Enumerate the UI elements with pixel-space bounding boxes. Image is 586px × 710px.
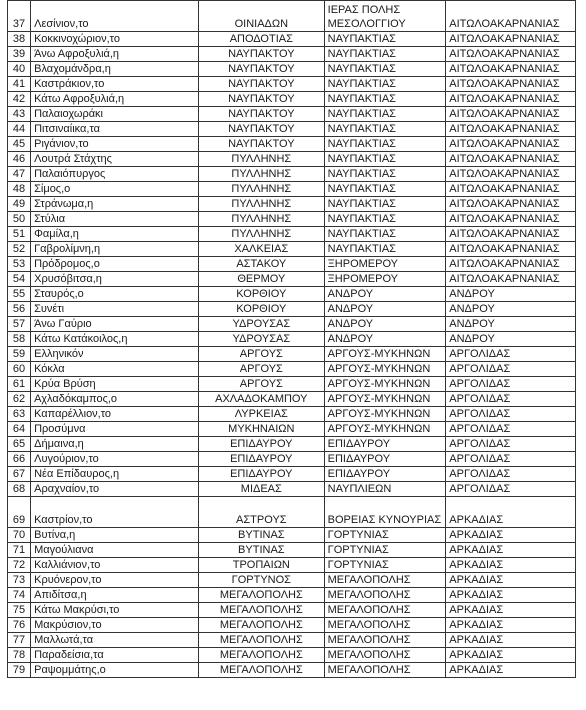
- settlement-name-cell: Άνω Αφροξυλιά,η: [31, 47, 199, 62]
- table-row: [8, 407, 576, 422]
- municipal-unit-cell: ΜΕΓΑΛΟΠΟΛΗΣ: [324, 618, 446, 633]
- prefecture-cell: ΑΙΤΩΛΟΑΚΑΡΝΑΝΙΑΣ: [446, 122, 576, 137]
- row-number-cell: 55: [8, 287, 31, 302]
- settlement-name-cell: Κοκκινοχώριον,το: [31, 32, 199, 47]
- prefecture-cell: ΑΝΔΡΟΥ: [446, 317, 576, 332]
- settlement-name-cell: Παλαιόπυργος: [31, 167, 199, 182]
- prefecture-cell: ΑΡΓΟΛΙΔΑΣ: [446, 437, 576, 452]
- prefecture-cell: ΑΡΓΟΛΙΔΑΣ: [446, 467, 576, 482]
- settlement-name-cell: Κάτω Κατάκοιλος,η: [31, 332, 199, 347]
- row-number-cell: 64: [8, 422, 31, 437]
- municipality-cell: ΝΑΥΠΑΚΤΟΥ: [198, 107, 324, 122]
- prefecture-cell: ΑΙΤΩΛΟΑΚΑΡΝΑΝΙΑΣ: [446, 167, 576, 182]
- municipality-cell: ΜΙΔΕΑΣ: [198, 482, 324, 497]
- table-row: [8, 633, 576, 648]
- settlement-name-cell: Νέα Επίδαυρος,η: [31, 467, 199, 482]
- settlement-name-cell: Παραδείσια,τα: [31, 648, 199, 663]
- municipality-cell: ΝΑΥΠΑΚΤΟΥ: [198, 122, 324, 137]
- table-row: [8, 543, 576, 558]
- prefecture-cell: ΑΡΓΟΛΙΔΑΣ: [446, 482, 576, 497]
- prefecture-cell: ΑΡΓΟΛΙΔΑΣ: [446, 407, 576, 422]
- municipality-cell: ΑΡΓΟΥΣ: [198, 377, 324, 392]
- table-row: [8, 77, 576, 92]
- settlement-name-cell: Λυγούριον,το: [31, 452, 199, 467]
- table-row: [8, 618, 576, 633]
- row-number-cell: 50: [8, 212, 31, 227]
- municipal-unit-cell: ΝΑΥΠΑΚΤΙΑΣ: [324, 62, 446, 77]
- prefecture-cell: ΑΙΤΩΛΟΑΚΑΡΝΑΝΙΑΣ: [446, 152, 576, 167]
- document-page: [7, 0, 576, 678]
- municipal-unit-cell: ΜΕΓΑΛΟΠΟΛΗΣ: [324, 588, 446, 603]
- municipality-cell: ΜΕΓΑΛΟΠΟΛΗΣ: [198, 603, 324, 618]
- table-row: [8, 287, 576, 302]
- row-number-cell: 49: [8, 197, 31, 212]
- municipality-cell: ΥΔΡΟΥΣΑΣ: [198, 332, 324, 347]
- municipality-cell: ΑΡΓΟΥΣ: [198, 362, 324, 377]
- prefecture-cell: ΑΡΓΟΛΙΔΑΣ: [446, 377, 576, 392]
- municipality-cell: ΕΠΙΔΑΥΡΟΥ: [198, 437, 324, 452]
- municipality-cell: ΥΔΡΟΥΣΑΣ: [198, 317, 324, 332]
- prefecture-cell: ΑΡΚΑΔΙΑΣ: [446, 663, 576, 678]
- municipality-cell: ΜΕΓΑΛΟΠΟΛΗΣ: [198, 648, 324, 663]
- settlement-name-cell: Πρόδρομος,ο: [31, 257, 199, 272]
- table-row: [8, 558, 576, 573]
- settlement-name-cell: Χρυσόβιτσα,η: [31, 272, 199, 287]
- prefecture-cell: ΑΡΓΟΛΙΔΑΣ: [446, 362, 576, 377]
- municipality-cell: ΜΕΓΑΛΟΠΟΛΗΣ: [198, 618, 324, 633]
- municipal-unit-cell: ΑΝΔΡΟΥ: [324, 287, 446, 302]
- table-row: [8, 422, 576, 437]
- settlement-name-cell: Λεσίνιον,το: [31, 1, 199, 32]
- municipality-cell: ΛΥΡΚΕΙΑΣ: [198, 407, 324, 422]
- municipality-cell: ΜΥΚΗΝΑΙΩΝ: [198, 422, 324, 437]
- row-number-cell: 56: [8, 302, 31, 317]
- settlement-name-cell: Μαγούλιανα: [31, 543, 199, 558]
- settlement-name-cell: Ραψομμάτης,ο: [31, 663, 199, 678]
- prefecture-cell: ΑΙΤΩΛΟΑΚΑΡΝΑΝΙΑΣ: [446, 77, 576, 92]
- row-number-cell: 75: [8, 603, 31, 618]
- municipal-unit-cell: ΑΡΓΟΥΣ-ΜΥΚΗΝΩΝ: [324, 362, 446, 377]
- settlement-name-cell: Σταυρός,ο: [31, 287, 199, 302]
- municipal-unit-cell: ΝΑΥΠΑΚΤΙΑΣ: [324, 152, 446, 167]
- prefecture-cell: ΑΙΤΩΛΟΑΚΑΡΝΑΝΙΑΣ: [446, 92, 576, 107]
- settlement-name-cell: Μαλλωτά,τα: [31, 633, 199, 648]
- table-row: [8, 137, 576, 152]
- row-number-cell: 44: [8, 122, 31, 137]
- municipality-cell: ΕΠΙΔΑΥΡΟΥ: [198, 452, 324, 467]
- table-body: [8, 1, 576, 678]
- table-row: [8, 212, 576, 227]
- municipal-unit-cell: ΜΕΓΑΛΟΠΟΛΗΣ: [324, 573, 446, 588]
- prefecture-cell: ΑΝΔΡΟΥ: [446, 287, 576, 302]
- table-row: [8, 332, 576, 347]
- table-row: [8, 437, 576, 452]
- prefecture-cell: ΑΡΚΑΔΙΑΣ: [446, 528, 576, 543]
- municipal-unit-cell: ΞΗΡΟΜΕΡΟΥ: [324, 257, 446, 272]
- municipality-cell: ΜΕΓΑΛΟΠΟΛΗΣ: [198, 633, 324, 648]
- municipal-unit-cell: ΑΡΓΟΥΣ-ΜΥΚΗΝΩΝ: [324, 422, 446, 437]
- table-row: [8, 663, 576, 678]
- prefecture-cell: ΑΙΤΩΛΟΑΚΑΡΝΑΝΙΑΣ: [446, 62, 576, 77]
- settlements-table: [7, 0, 576, 678]
- municipal-unit-cell: ΝΑΥΠΛΙΕΩΝ: [324, 482, 446, 497]
- table-row: [8, 603, 576, 618]
- prefecture-cell: ΑΙΤΩΛΟΑΚΑΡΝΑΝΙΑΣ: [446, 227, 576, 242]
- municipality-cell: ΝΑΥΠΑΚΤΟΥ: [198, 47, 324, 62]
- row-number-cell: 78: [8, 648, 31, 663]
- row-number-cell: 74: [8, 588, 31, 603]
- table-row: [8, 122, 576, 137]
- table-row: [8, 92, 576, 107]
- municipality-cell: ΑΡΓΟΥΣ: [198, 347, 324, 362]
- prefecture-cell: ΑΡΚΑΔΙΑΣ: [446, 633, 576, 648]
- prefecture-cell: ΑΡΚΑΔΙΑΣ: [446, 618, 576, 633]
- municipal-unit-cell: ΞΗΡΟΜΕΡΟΥ: [324, 272, 446, 287]
- municipal-unit-cell: ΙΕΡΑΣ ΠΟΛΗΣ ΜΕΣΟΛΟΓΓΙΟΥ: [324, 1, 446, 32]
- settlement-name-cell: Πιτσιναίικα,τα: [31, 122, 199, 137]
- municipal-unit-cell: ΝΑΥΠΑΚΤΙΑΣ: [324, 182, 446, 197]
- municipal-unit-cell: ΝΑΥΠΑΚΤΙΑΣ: [324, 137, 446, 152]
- table-row: [8, 482, 576, 497]
- row-number-cell: 42: [8, 92, 31, 107]
- table-row: [8, 272, 576, 287]
- row-number-cell: 43: [8, 107, 31, 122]
- row-number-cell: 70: [8, 528, 31, 543]
- municipal-unit-cell: ΑΝΔΡΟΥ: [324, 302, 446, 317]
- municipality-cell: ΝΑΥΠΑΚΤΟΥ: [198, 77, 324, 92]
- row-number-cell: 48: [8, 182, 31, 197]
- municipality-cell: ΝΑΥΠΑΚΤΟΥ: [198, 62, 324, 77]
- municipal-unit-cell: ΓΟΡΤΥΝΙΑΣ: [324, 558, 446, 573]
- row-number-cell: 69: [8, 497, 31, 528]
- row-number-cell: 45: [8, 137, 31, 152]
- row-number-cell: 63: [8, 407, 31, 422]
- row-number-cell: 57: [8, 317, 31, 332]
- municipal-unit-cell: ΝΑΥΠΑΚΤΙΑΣ: [324, 92, 446, 107]
- municipal-unit-cell: ΜΕΓΑΛΟΠΟΛΗΣ: [324, 633, 446, 648]
- prefecture-cell: ΑΙΤΩΛΟΑΚΑΡΝΑΝΙΑΣ: [446, 1, 576, 32]
- settlement-name-cell: Κάτω Μακρύσι,το: [31, 603, 199, 618]
- table-row: [8, 528, 576, 543]
- row-number-cell: 79: [8, 663, 31, 678]
- row-number-cell: 37: [8, 1, 31, 32]
- row-number-cell: 66: [8, 452, 31, 467]
- municipal-unit-cell: ΕΠΙΔΑΥΡΟΥ: [324, 467, 446, 482]
- row-number-cell: 41: [8, 77, 31, 92]
- prefecture-cell: ΑΝΔΡΟΥ: [446, 332, 576, 347]
- settlement-name-cell: Παλαιοχωράκι: [31, 107, 199, 122]
- table-row: [8, 227, 576, 242]
- municipality-cell: ΜΕΓΑΛΟΠΟΛΗΣ: [198, 663, 324, 678]
- municipality-cell: ΧΑΛΚΕΙΑΣ: [198, 242, 324, 257]
- table-row: [8, 107, 576, 122]
- prefecture-cell: ΑΡΓΟΛΙΔΑΣ: [446, 452, 576, 467]
- row-number-cell: 65: [8, 437, 31, 452]
- settlement-name-cell: Βυτίνα,η: [31, 528, 199, 543]
- municipal-unit-cell: ΑΡΓΟΥΣ-ΜΥΚΗΝΩΝ: [324, 377, 446, 392]
- settlement-name-cell: Κάτω Αφροξυλιά,η: [31, 92, 199, 107]
- municipality-cell: ΠΥΛΛΗΝΗΣ: [198, 167, 324, 182]
- table-row: [8, 467, 576, 482]
- row-number-cell: 67: [8, 467, 31, 482]
- municipality-cell: ΓΟΡΤΥΝΟΣ: [198, 573, 324, 588]
- settlement-name-cell: Μακρύσιον,το: [31, 618, 199, 633]
- municipal-unit-cell: ΝΑΥΠΑΚΤΙΑΣ: [324, 77, 446, 92]
- prefecture-cell: ΑΙΤΩΛΟΑΚΑΡΝΑΝΙΑΣ: [446, 197, 576, 212]
- municipal-unit-cell: ΜΕΓΑΛΟΠΟΛΗΣ: [324, 603, 446, 618]
- municipal-unit-cell: ΝΑΥΠΑΚΤΙΑΣ: [324, 32, 446, 47]
- municipality-cell: ΜΕΓΑΛΟΠΟΛΗΣ: [198, 588, 324, 603]
- municipal-unit-cell: ΝΑΥΠΑΚΤΙΑΣ: [324, 227, 446, 242]
- table-row: [8, 167, 576, 182]
- municipal-unit-cell: ΑΡΓΟΥΣ-ΜΥΚΗΝΩΝ: [324, 347, 446, 362]
- prefecture-cell: ΑΡΓΟΛΙΔΑΣ: [446, 347, 576, 362]
- settlement-name-cell: Στράνωμα,η: [31, 197, 199, 212]
- municipal-unit-cell: ΜΕΓΑΛΟΠΟΛΗΣ: [324, 663, 446, 678]
- table-row: [8, 392, 576, 407]
- table-row: [8, 452, 576, 467]
- table-row: [8, 257, 576, 272]
- prefecture-cell: ΑΡΚΑΔΙΑΣ: [446, 573, 576, 588]
- table-row: [8, 573, 576, 588]
- row-number-cell: 51: [8, 227, 31, 242]
- settlement-name-cell: Ελληνικόν: [31, 347, 199, 362]
- row-number-cell: 46: [8, 152, 31, 167]
- settlement-name-cell: Λουτρά Στάχτης: [31, 152, 199, 167]
- row-number-cell: 68: [8, 482, 31, 497]
- municipality-cell: ΠΥΛΛΗΝΗΣ: [198, 182, 324, 197]
- municipal-unit-cell: ΕΠΙΔΑΥΡΟΥ: [324, 452, 446, 467]
- municipality-cell: ΠΥΛΛΗΝΗΣ: [198, 197, 324, 212]
- row-number-cell: 47: [8, 167, 31, 182]
- municipal-unit-cell: ΜΕΓΑΛΟΠΟΛΗΣ: [324, 648, 446, 663]
- municipality-cell: ΑΣΤΑΚΟΥ: [198, 257, 324, 272]
- prefecture-cell: ΑΡΚΑΔΙΑΣ: [446, 497, 576, 528]
- settlement-name-cell: Δήμαινα,η: [31, 437, 199, 452]
- municipality-cell: ΤΡΟΠΑΙΩΝ: [198, 558, 324, 573]
- settlement-name-cell: Συνέτι: [31, 302, 199, 317]
- settlement-name-cell: Ριγάνιον,το: [31, 137, 199, 152]
- municipality-cell: ΑΧΛΑΔΟΚΑΜΠΟΥ: [198, 392, 324, 407]
- table-row: [8, 1, 576, 32]
- table-row: [8, 317, 576, 332]
- municipality-cell: ΝΑΥΠΑΚΤΟΥ: [198, 137, 324, 152]
- municipality-cell: ΒΥΤΙΝΑΣ: [198, 543, 324, 558]
- municipal-unit-cell: ΝΑΥΠΑΚΤΙΑΣ: [324, 242, 446, 257]
- settlement-name-cell: Κόκλα: [31, 362, 199, 377]
- row-number-cell: 59: [8, 347, 31, 362]
- municipal-unit-cell: ΒΟΡΕΙΑΣ ΚΥΝΟΥΡΙΑΣ: [324, 497, 446, 528]
- prefecture-cell: ΑΙΤΩΛΟΑΚΑΡΝΑΝΙΑΣ: [446, 47, 576, 62]
- prefecture-cell: ΑΙΤΩΛΟΑΚΑΡΝΑΝΙΑΣ: [446, 137, 576, 152]
- municipal-unit-cell: ΝΑΥΠΑΚΤΙΑΣ: [324, 212, 446, 227]
- municipality-cell: ΑΣΤΡΟΥΣ: [198, 497, 324, 528]
- municipality-cell: ΟΙΝΙΑΔΩΝ: [198, 1, 324, 32]
- settlement-name-cell: Κρυόνερον,το: [31, 573, 199, 588]
- row-number-cell: 40: [8, 62, 31, 77]
- row-number-cell: 73: [8, 573, 31, 588]
- row-number-cell: 71: [8, 543, 31, 558]
- municipal-unit-cell: ΑΝΔΡΟΥ: [324, 317, 446, 332]
- prefecture-cell: ΑΡΓΟΛΙΔΑΣ: [446, 422, 576, 437]
- municipality-cell: ΚΟΡΘΙΟΥ: [198, 302, 324, 317]
- row-number-cell: 38: [8, 32, 31, 47]
- row-number-cell: 72: [8, 558, 31, 573]
- municipal-unit-cell: ΑΡΓΟΥΣ-ΜΥΚΗΝΩΝ: [324, 407, 446, 422]
- municipality-cell: ΠΥΛΛΗΝΗΣ: [198, 212, 324, 227]
- settlement-name-cell: Γαβρολίμνη,η: [31, 242, 199, 257]
- municipality-cell: ΠΥΛΛΗΝΗΣ: [198, 227, 324, 242]
- row-number-cell: 52: [8, 242, 31, 257]
- prefecture-cell: ΑΙΤΩΛΟΑΚΑΡΝΑΝΙΑΣ: [446, 257, 576, 272]
- table-row: [8, 47, 576, 62]
- table-row: [8, 62, 576, 77]
- municipal-unit-cell: ΝΑΥΠΑΚΤΙΑΣ: [324, 167, 446, 182]
- prefecture-cell: ΑΙΤΩΛΟΑΚΑΡΝΑΝΙΑΣ: [446, 107, 576, 122]
- municipal-unit-cell: ΓΟΡΤΥΝΙΑΣ: [324, 528, 446, 543]
- table-row: [8, 497, 576, 528]
- municipal-unit-cell: ΕΠΙΔΑΥΡΟΥ: [324, 437, 446, 452]
- settlement-name-cell: Άνω Γαύριο: [31, 317, 199, 332]
- table-row: [8, 362, 576, 377]
- municipality-cell: ΚΟΡΘΙΟΥ: [198, 287, 324, 302]
- table-row: [8, 302, 576, 317]
- row-number-cell: 61: [8, 377, 31, 392]
- table-row: [8, 648, 576, 663]
- prefecture-cell: ΑΙΤΩΛΟΑΚΑΡΝΑΝΙΑΣ: [446, 272, 576, 287]
- settlement-name-cell: Καλλιάνιον,το: [31, 558, 199, 573]
- municipal-unit-cell: ΝΑΥΠΑΚΤΙΑΣ: [324, 47, 446, 62]
- row-number-cell: 77: [8, 633, 31, 648]
- settlement-name-cell: Κρύα Βρύση: [31, 377, 199, 392]
- table-row: [8, 152, 576, 167]
- prefecture-cell: ΑΡΓΟΛΙΔΑΣ: [446, 392, 576, 407]
- prefecture-cell: ΑΝΔΡΟΥ: [446, 302, 576, 317]
- prefecture-cell: ΑΙΤΩΛΟΑΚΑΡΝΑΝΙΑΣ: [446, 212, 576, 227]
- prefecture-cell: ΑΙΤΩΛΟΑΚΑΡΝΑΝΙΑΣ: [446, 32, 576, 47]
- municipality-cell: ΑΠΟΔΟΤΙΑΣ: [198, 32, 324, 47]
- prefecture-cell: ΑΡΚΑΔΙΑΣ: [446, 588, 576, 603]
- table-row: [8, 182, 576, 197]
- settlement-name-cell: Προσύμνα: [31, 422, 199, 437]
- settlement-name-cell: Απιδίτσα,η: [31, 588, 199, 603]
- settlement-name-cell: Καπαρέλλιον,το: [31, 407, 199, 422]
- row-number-cell: 53: [8, 257, 31, 272]
- settlement-name-cell: Φαμίλα,η: [31, 227, 199, 242]
- table-row: [8, 377, 576, 392]
- table-row: [8, 197, 576, 212]
- settlement-name-cell: Αραχναίον,το: [31, 482, 199, 497]
- municipality-cell: ΘΕΡΜΟΥ: [198, 272, 324, 287]
- prefecture-cell: ΑΡΚΑΔΙΑΣ: [446, 543, 576, 558]
- municipality-cell: ΕΠΙΔΑΥΡΟΥ: [198, 467, 324, 482]
- prefecture-cell: ΑΡΚΑΔΙΑΣ: [446, 648, 576, 663]
- municipal-unit-cell: ΝΑΥΠΑΚΤΙΑΣ: [324, 107, 446, 122]
- municipal-unit-cell: ΝΑΥΠΑΚΤΙΑΣ: [324, 122, 446, 137]
- municipal-unit-cell: ΝΑΥΠΑΚΤΙΑΣ: [324, 197, 446, 212]
- row-number-cell: 58: [8, 332, 31, 347]
- table-row: [8, 588, 576, 603]
- table-row: [8, 32, 576, 47]
- row-number-cell: 60: [8, 362, 31, 377]
- settlement-name-cell: Αχλαδόκαμπος,ο: [31, 392, 199, 407]
- settlement-name-cell: Βλαχομάνδρα,η: [31, 62, 199, 77]
- table-row: [8, 347, 576, 362]
- settlement-name-cell: Καστρίον,το: [31, 497, 199, 528]
- prefecture-cell: ΑΙΤΩΛΟΑΚΑΡΝΑΝΙΑΣ: [446, 242, 576, 257]
- prefecture-cell: ΑΡΚΑΔΙΑΣ: [446, 558, 576, 573]
- prefecture-cell: ΑΡΚΑΔΙΑΣ: [446, 603, 576, 618]
- municipal-unit-cell: ΑΝΔΡΟΥ: [324, 332, 446, 347]
- municipality-cell: ΠΥΛΛΗΝΗΣ: [198, 152, 324, 167]
- settlement-name-cell: Στύλια: [31, 212, 199, 227]
- row-number-cell: 54: [8, 272, 31, 287]
- row-number-cell: 76: [8, 618, 31, 633]
- settlement-name-cell: Καστράκιον,το: [31, 77, 199, 92]
- prefecture-cell: ΑΙΤΩΛΟΑΚΑΡΝΑΝΙΑΣ: [446, 182, 576, 197]
- settlement-name-cell: Σίμος,ο: [31, 182, 199, 197]
- table-row: [8, 242, 576, 257]
- row-number-cell: 39: [8, 47, 31, 62]
- municipality-cell: ΒΥΤΙΝΑΣ: [198, 528, 324, 543]
- municipal-unit-cell: ΑΡΓΟΥΣ-ΜΥΚΗΝΩΝ: [324, 392, 446, 407]
- municipal-unit-cell: ΓΟΡΤΥΝΙΑΣ: [324, 543, 446, 558]
- row-number-cell: 62: [8, 392, 31, 407]
- municipality-cell: ΝΑΥΠΑΚΤΟΥ: [198, 92, 324, 107]
